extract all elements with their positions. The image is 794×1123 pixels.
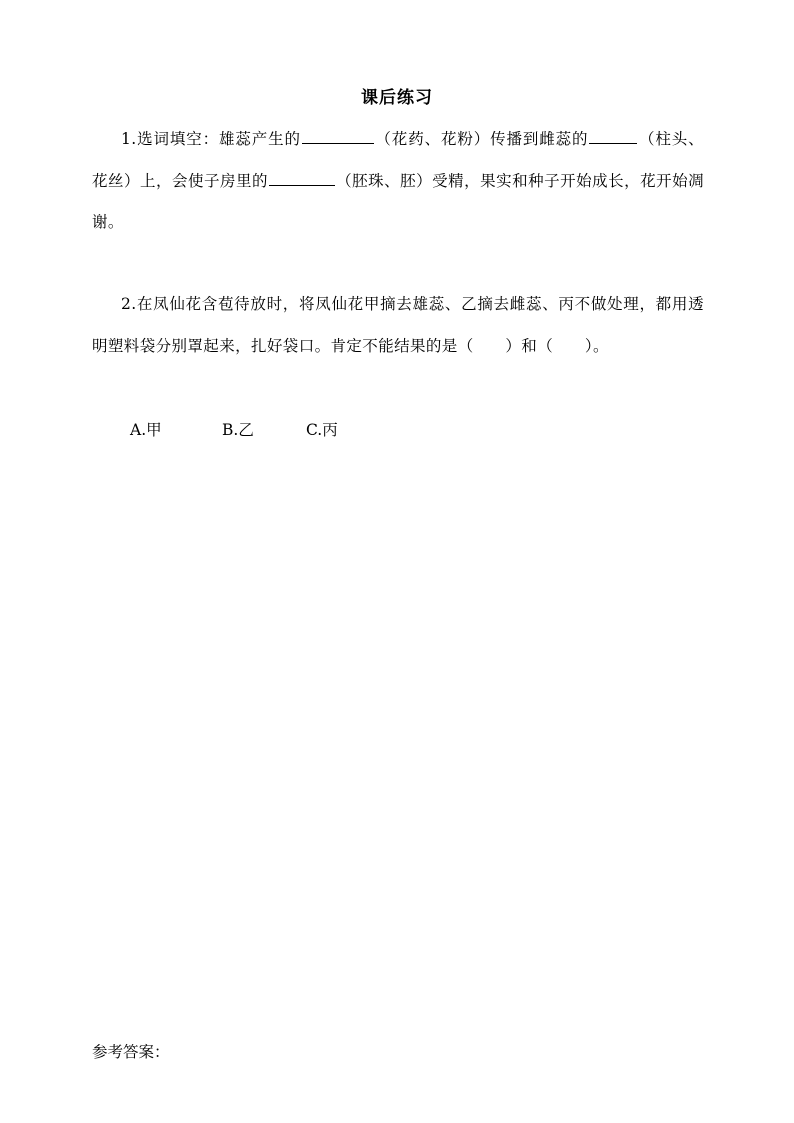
option-a[interactable]: A.甲 <box>130 421 162 439</box>
page-title: 课后练习 <box>361 88 433 108</box>
answer-blank-2[interactable] <box>589 121 637 144</box>
question-1-text-part-3: （柱头、花丝）上，会使子房里的 <box>92 130 704 190</box>
option-c[interactable]: C.丙 <box>306 421 338 439</box>
question-2-text: 2.在凤仙花含苞待放时，将凤仙花甲摘去雄蕊、乙摘去雌蕊、丙不做处理，都用透明塑料袋分别罩起来，扎好袋口。肯定不能结果的是（ ）和（ ）。 <box>92 295 704 355</box>
question-2 <box>92 284 704 367</box>
option-b[interactable]: B.乙 <box>222 421 254 439</box>
question-1 <box>92 119 704 244</box>
question-2-options <box>130 410 366 451</box>
question-1-text-part-4: （胚珠、胚）受精，果实和种子开始成长，花开始凋谢。 <box>92 171 704 231</box>
answer-blank-1[interactable] <box>302 121 374 144</box>
question-1-text-part-1: 1.选词填空：雄蕊产生的 <box>121 130 301 148</box>
answer-blank-3[interactable] <box>269 163 335 186</box>
answers-heading: 参考答案： <box>92 1043 170 1061</box>
question-1-text-part-2: （花药、花粉）传播到雌蕊的 <box>374 130 589 148</box>
